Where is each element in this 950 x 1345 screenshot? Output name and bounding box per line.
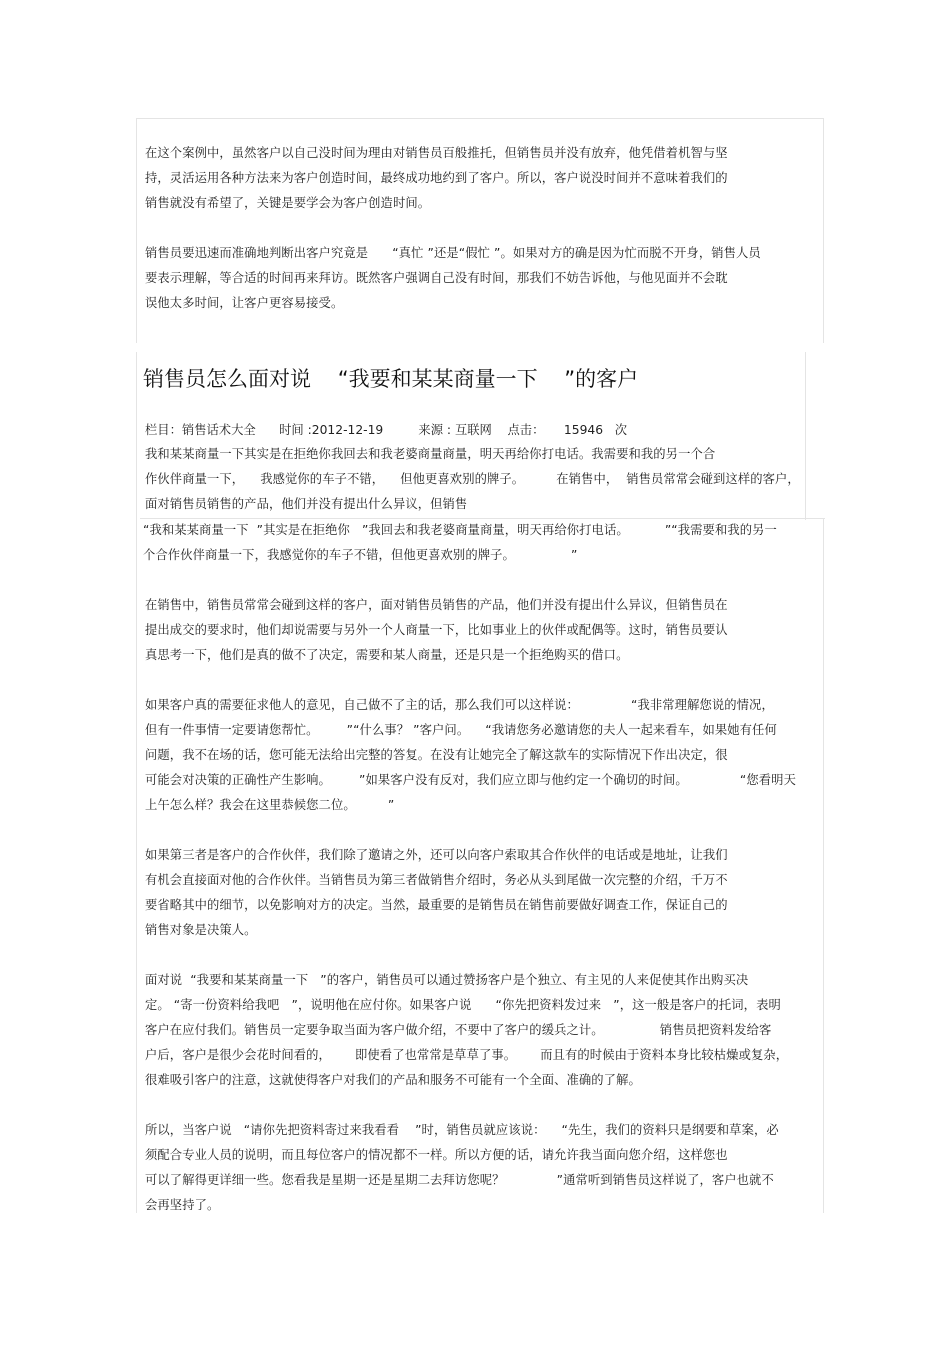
text-line: 在销售中，销售员常常会碰到这样的客户，面对销售员销售的产品，他们并没有提出什么异议，但销售员在 [145, 598, 728, 612]
article-title: 销售员怎么面对说 “我要和某某商量一下 ”的客户 [143, 367, 639, 391]
text-line: 会再坚持了。 [145, 1198, 220, 1212]
text-line: 面对销售员销售的产品，他们并没有提出什么异议，但销售 [145, 497, 468, 511]
text-line: 但有一件事情一定要请您帮忙。 ”“什么事？ ”客户问。 “我请您务必邀请您的夫人一起来看车，如果她有任何 [145, 723, 777, 737]
text-line: 在这个案例中，虽然客户以自己没时间为理由对销售员百般推托，但销售员并没有放弃，他凭借着机智与坚 [145, 146, 728, 160]
text-line: 面对说 “我要和某某商量一下 ”的客户，销售员可以通过赞扬客户是个独立、有主见的人来促使其作出购买决 [145, 973, 749, 987]
text-line: 如果第三者是客户的合作伙伴，我们除了邀请之外，还可以向客户索取其合作伙伴的电话或是地址，让我们 [145, 848, 728, 862]
text-line: 问题，我不在场的话，您可能无法给出完整的答复。在没有让她完全了解这款车的实际情况下作出决定，很 [145, 748, 728, 762]
text-line: 提出成交的要求时，他们却说需要与另外一个人商量一下，比如事业上的伙伴或配偶等。这时，销售员要认 [145, 623, 728, 637]
text-line: 有机会直接面对他的合作伙伴。当销售员为第三者做销售介绍时，务必从头到尾做一次完整的介绍，千万不 [145, 873, 728, 887]
frame-mid-left-line [136, 352, 137, 520]
frame-lower-top-line [140, 518, 825, 519]
text-line: 所以，当客户说 “请你先把资料寄过来我看看 ”时，销售员就应该说： “先生，我们的资料只是纲要和草案，必 [145, 1123, 779, 1137]
text-line: 户后，客户是很少会花时间看的， 即使看了也常常是草草了事。 而且有的时候由于资料本身比较枯燥或复杂， [145, 1048, 789, 1062]
text-line: 作伙伴商量一下， 我感觉你的车子不错， 但他更喜欢别的牌子。 在销售中， 销售员常常会碰到这样的客户， [145, 472, 800, 486]
frame-right-line [823, 118, 824, 343]
frame-mid-right-line [805, 352, 806, 520]
text-line: 如果客户真的需要征求他人的意见，自己做不了主的话，那么我们可以这样说： “我非常理解您说的情况， [145, 698, 774, 712]
text-line: 可能会对决策的正确性产生影响。 ”如果客户没有反对，我们应立即与他约定一个确切的时间。 “您看明天 [145, 773, 796, 787]
text-line: 误他太多时间，让客户更容易接受。 [145, 296, 344, 310]
text-line: 定。 “寄一份资料给我吧 ”，说明他在应付你。如果客户说 “你先把资料发过来 ”，这一般是客户的托词，表明 [145, 998, 781, 1012]
text-line: 持，灵活运用各种方法来为客户创造时间，最终成功地约到了客户。所以，客户说没时间并不意味着我们的 [145, 171, 728, 185]
text-line: 客户在应付我们。销售员一定要争取当面为客户做介绍，不要中了客户的缓兵之计。 销售员把资料发给客 [145, 1023, 772, 1037]
text-line: 销售对象是决策人。 [145, 923, 257, 937]
text-line: 要省略其中的细节，以免影响对方的决定。当然，最重要的是销售员在销售前要做好调查工作，保证自己的 [145, 898, 728, 912]
text-line: 我和某某商量一下其实是在拒绝你我回去和我老婆商量商量，明天再给你打电话。我需要和我的另一个合 [145, 447, 716, 461]
text-line: 销售就没有希望了，关键是要学会为客户创造时间。 [145, 196, 431, 210]
article-meta: 栏目：销售话术大全 时间 :2012-12-19 来源 : 互联网 点击： 15946 次 [145, 423, 628, 437]
text-line: 很难吸引客户的注意，这就使得客户对我们的产品和服务不可能有一个全面、准确的了解。 [145, 1073, 641, 1087]
text-line: 须配合专业人员的说明，而且每位客户的情况都不一样。所以方便的话，请允许我当面向您介绍，这样您也 [145, 1148, 728, 1162]
text-line: 个合作伙伴商量一下，我感觉你的车子不错，但他更喜欢别的牌子。 ” [143, 548, 578, 562]
text-line: 销售员要迅速而准确地判断出客户究竟是 “真忙 ”还是“假忙 ”。如果对方的确是因为忙而脱不开身，销售人员 [145, 246, 761, 260]
frame-lower-left-line [136, 518, 137, 1213]
frame-top-line [136, 118, 824, 119]
text-line: “我和某某商量一下 ”其实是在拒绝你 ”我回去和我老婆商量商量，明天再给你打电话。 ”“我需要和我的另一 [143, 523, 777, 537]
frame-left-line [136, 118, 137, 343]
text-line: 真思考一下，他们是真的做不了决定，需要和某人商量，还是只是一个拒绝购买的借口。 [145, 648, 629, 662]
frame-lower-right-line [823, 518, 824, 1213]
text-line: 可以了解得更详细一些。您看我是星期一还是星期二去拜访您呢？ ”通常听到销售员这样说了，客户也就不 [145, 1173, 774, 1187]
text-line: 上午怎么样？我会在这里恭候您二位。 ” [145, 798, 395, 812]
text-line: 要表示理解，等合适的时间再来拜访。既然客户强调自己没有时间，那我们不妨告诉他，与他见面并不会耽 [145, 271, 728, 285]
